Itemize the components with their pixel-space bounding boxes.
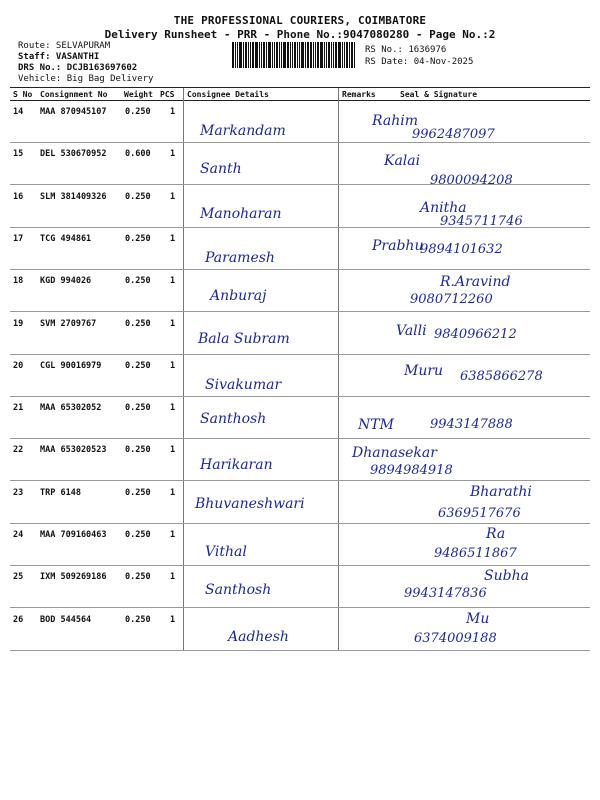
table-row: [10, 228, 590, 270]
consignment-number: SLM 381409326: [40, 191, 107, 202]
weight-value: 0.250: [125, 572, 151, 583]
pcs-value: 1: [170, 233, 176, 244]
rs-number: RS No.: 1636976: [365, 45, 447, 55]
consignment-number: BOD 544564: [40, 614, 92, 625]
consignment-number: TCG 494861: [40, 233, 92, 244]
consignee-signature: Paramesh: [205, 249, 275, 266]
receiver-phone: 9800094208: [430, 173, 513, 189]
receiver-phone: 6369517676: [438, 505, 521, 521]
weight-value: 0.250: [125, 445, 151, 456]
route-label: Route: SELVAPURAM: [18, 41, 111, 51]
receiver-signature: Prabhu: [372, 237, 424, 254]
receiver-phone: 9943147836: [404, 586, 487, 602]
consignment-number: CGL 90016979: [40, 360, 102, 371]
consignee-signature: Harikaran: [200, 457, 273, 474]
column-header-consignee: Consignee Details: [187, 90, 269, 99]
serial-number: 21: [13, 403, 24, 414]
weight-value: 0.600: [125, 149, 151, 160]
row-divider: [10, 650, 590, 651]
weight-value: 0.250: [125, 276, 151, 287]
receiver-phone: 9962487097: [412, 127, 495, 142]
receiver-signature: Dhanasekar: [352, 445, 437, 462]
consignee-signature: Sivakumar: [205, 376, 282, 393]
serial-number: 20: [13, 360, 24, 371]
consignee-signature: Manoharan: [200, 205, 282, 222]
column-header-remarks: Remarks: [342, 90, 376, 99]
serial-number: 19: [13, 318, 24, 329]
column-header-weight: Weight: [124, 90, 153, 99]
table-row: [10, 439, 590, 481]
pcs-value: 1: [170, 445, 176, 456]
pcs-value: 1: [170, 487, 176, 498]
vehicle-label: Vehicle: Big Bag Delivery: [18, 74, 154, 84]
column-header-consignment: Consignment No: [40, 90, 108, 99]
weight-value: 0.250: [125, 191, 151, 202]
weight-value: 0.250: [125, 107, 151, 117]
serial-number: 14: [13, 107, 24, 117]
consignee-signature: Santh: [200, 161, 242, 178]
weight-value: 0.250: [125, 318, 151, 329]
consignee-signature: Bhuvaneshwari: [195, 495, 305, 512]
consignment-number: DEL 530670952: [40, 149, 107, 160]
table-row: [10, 566, 590, 608]
consignment-number: MAA 65302052: [40, 403, 102, 414]
route-info-block: [18, 41, 153, 85]
document-title: THE PROFESSIONAL COURIERS, COIMBATORE: [173, 14, 427, 27]
receiver-signature: R.Aravind: [440, 274, 511, 291]
consignee-signature: Aadhesh: [228, 628, 289, 645]
receiver-phone: 9486511867: [434, 546, 517, 561]
receiver-phone: 9080712260: [410, 292, 493, 308]
table-row: [10, 143, 590, 189]
receiver-signature: Anitha: [420, 199, 467, 216]
receiver-signature: Rahim: [372, 113, 418, 129]
weight-value: 0.250: [125, 360, 151, 371]
pcs-value: 1: [170, 360, 176, 371]
receiver-phone: 9894101632: [420, 241, 503, 257]
barcode: [232, 42, 358, 68]
table-row: [10, 482, 590, 524]
weight-value: 0.250: [125, 487, 151, 498]
consignee-signature: Markandam: [200, 123, 286, 139]
receiver-signature: Kalai: [384, 153, 421, 170]
pcs-value: 1: [170, 149, 176, 160]
receiver-phone: 9894984918: [370, 463, 453, 479]
rs-date: RS Date: 04-Nov-2025: [365, 57, 474, 67]
table-row: [10, 101, 590, 143]
pcs-value: 1: [170, 403, 176, 414]
receiver-phone: 9345711746: [440, 213, 523, 229]
receiver-signature: Bharathi: [470, 483, 532, 500]
consignment-number: MAA 709160463: [40, 530, 107, 540]
pcs-value: 1: [170, 107, 176, 117]
document-subtitle: Delivery Runsheet - PRR - Phone No.:9047080280 - Page No.:2: [104, 28, 496, 41]
serial-number: 16: [13, 191, 24, 202]
table-row: [10, 397, 590, 439]
table-row: [10, 186, 590, 228]
column-header-sno: S No: [13, 90, 33, 99]
table-row: [10, 313, 590, 355]
weight-value: 0.250: [125, 530, 151, 540]
consignee-signature: Vithal: [205, 544, 247, 560]
consignee-signature: Santhosh: [205, 582, 272, 599]
receiver-phone: 6385866278: [460, 368, 543, 384]
serial-number: 17: [13, 233, 24, 244]
consignment-number: SVM 2709767: [40, 318, 97, 329]
weight-value: 0.250: [125, 614, 151, 625]
consignment-number: KGD 994026: [40, 276, 92, 287]
staff-label: Staff: VASANTHI: [18, 52, 100, 62]
consignee-signature: Bala Subram: [198, 330, 290, 347]
weight-value: 0.250: [125, 403, 151, 414]
receiver-signature: Mu: [466, 610, 490, 627]
pcs-value: 1: [170, 614, 176, 625]
consignment-number: MAA 870945107: [40, 107, 107, 117]
pcs-value: 1: [170, 191, 176, 202]
pcs-value: 1: [170, 318, 176, 329]
serial-number: 22: [13, 445, 24, 456]
receiver-phone: 6374009188: [414, 630, 497, 646]
receiver-signature: Ra: [486, 526, 506, 542]
receiver-signature: Muru: [404, 362, 444, 379]
weight-value: 0.250: [125, 233, 151, 244]
table-row: [10, 270, 590, 312]
consignee-signature: Anburaj: [210, 288, 267, 305]
consignment-number: IXM 509269186: [40, 572, 107, 583]
consignment-number: TRP 6148: [40, 487, 81, 498]
table-row: [10, 524, 590, 566]
serial-number: 18: [13, 276, 24, 287]
consignment-number: MAA 653020523: [40, 445, 107, 456]
consignee-signature: Santhosh: [200, 411, 267, 428]
column-header-pcs: PCS: [160, 90, 175, 99]
rs-info-block: [365, 44, 473, 68]
receiver-signature: NTM: [358, 417, 394, 434]
table-row: [10, 355, 590, 397]
pcs-value: 1: [170, 276, 176, 287]
column-header-seal: Seal & Signature: [400, 90, 478, 99]
table-top-rule: [10, 87, 590, 88]
serial-number: 25: [13, 572, 24, 583]
table-row: [10, 609, 590, 651]
serial-number: 24: [13, 530, 24, 540]
receiver-phone: 9943147888: [430, 417, 513, 433]
serial-number: 23: [13, 487, 24, 498]
receiver-signature: Valli: [396, 322, 427, 339]
pcs-value: 1: [170, 530, 176, 540]
drs-label: DRS No.: DCJB163697602: [18, 63, 138, 73]
serial-number: 15: [13, 149, 24, 160]
pcs-value: 1: [170, 572, 176, 583]
receiver-phone: 9840966212: [434, 326, 517, 342]
serial-number: 26: [13, 614, 24, 625]
receiver-signature: Subha: [484, 568, 529, 585]
